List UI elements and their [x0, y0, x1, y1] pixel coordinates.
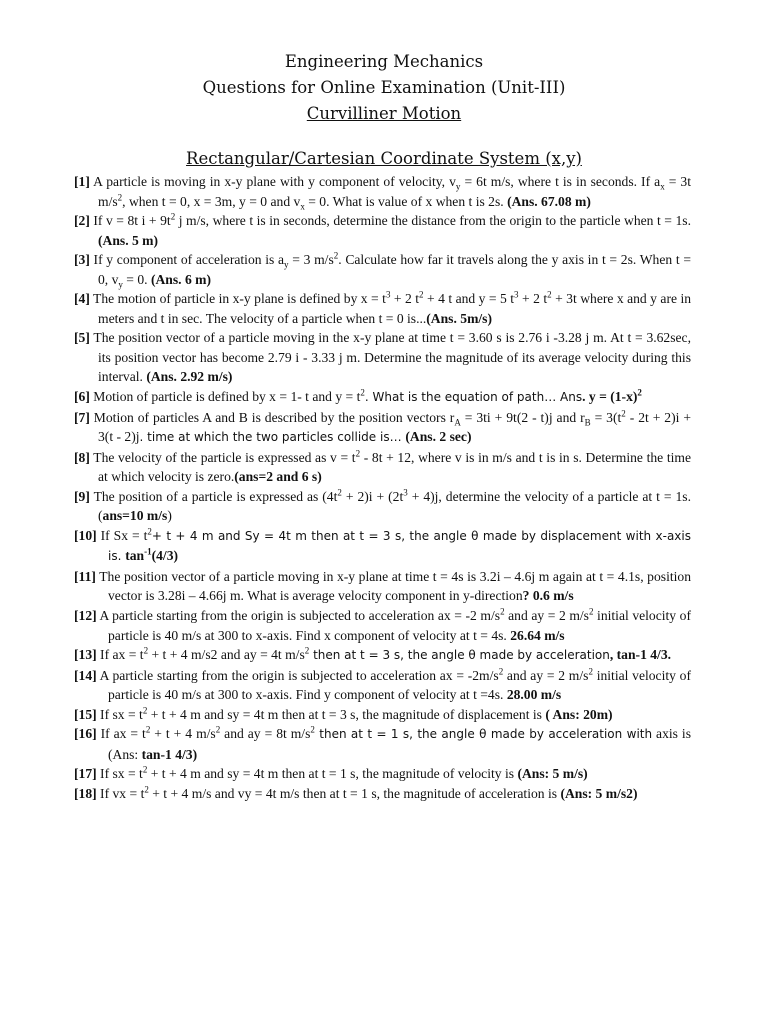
question-text: - 2t + 2)i + 3(t - 2)j	[98, 409, 691, 445]
question-text: A particle is moving in x-y plane with y component of velocity, v	[89, 174, 456, 189]
question-text: y	[284, 259, 289, 270]
question-number: [12]	[74, 608, 97, 624]
question-text: = 3ti + 9t(2 - t)j and r	[460, 409, 585, 425]
question-text: + t + 4 m/s	[150, 726, 216, 742]
question-item	[74, 784, 691, 804]
question-text: If ax = t	[96, 647, 144, 663]
question-text: Motion of particle is defined by x = 1- t and y = t	[89, 389, 361, 405]
question-text: then at t = 3 s, the angle θ made by acceleration	[309, 648, 610, 663]
question-text: = 0. What is value of x when t is 2s.	[304, 193, 508, 209]
question-text: 2	[498, 666, 504, 677]
answer-text: (ans=2 and 6 s)	[234, 469, 322, 485]
question-item	[74, 250, 691, 289]
question-text: 3	[514, 289, 519, 300]
question-text: 3	[403, 487, 408, 498]
question-number: [17]	[74, 766, 97, 782]
question-item	[74, 487, 691, 526]
doc-title: Engineering Mechanics	[284, 52, 484, 71]
question-text: 2	[360, 387, 365, 398]
answer-text: (Ans: 5 m/s)	[517, 766, 588, 782]
question-number: [10]	[74, 527, 97, 543]
question-item	[74, 172, 691, 211]
question-number: [5]	[74, 330, 90, 346]
answer-text: , tan-1 4/3.	[609, 647, 672, 663]
question-number: [15]	[74, 706, 97, 722]
answer-text: ? 0.6 m/s	[522, 588, 574, 604]
question-list	[74, 172, 691, 804]
answer-text: (4/3)	[151, 548, 179, 564]
question-text: 2	[117, 192, 123, 203]
answer-text: (Ans. 6 m)	[150, 271, 211, 287]
question-text: 2	[588, 666, 593, 677]
question-text: The velocity of the particle is expressed as v = t	[89, 449, 356, 465]
question-text: If v = 8t i + 9t	[89, 213, 171, 229]
question-text: 2	[500, 606, 505, 617]
answer-text: (Ans. 5 m)	[98, 232, 159, 248]
question-text: If y component of acceleration is a	[89, 252, 285, 268]
question-item	[74, 211, 691, 250]
answer-text: 26.64 m/s	[510, 627, 565, 643]
answer-text: (Ans. 2.92 m/s)	[146, 369, 233, 385]
question-number: [2]	[74, 213, 90, 229]
question-text: x	[660, 181, 665, 192]
question-text: + t + 4 m and sy = 4t m then at t = 3 s, the magnitude of displacement is	[147, 706, 546, 722]
question-text: , when t = 0, x = 3m, y = 0 and v	[122, 193, 301, 209]
question-number: [9]	[74, 488, 90, 504]
answer-text: tan	[125, 548, 145, 564]
question-text: A	[454, 417, 461, 428]
question-item	[74, 724, 691, 764]
question-item	[74, 408, 691, 448]
question-item	[74, 764, 691, 784]
question-text: If sx = t	[96, 766, 143, 782]
question-text: 2	[143, 645, 149, 656]
question-text: = 3(t	[590, 409, 622, 425]
question-text: + t + 4 m/s2 and ay = 4t m/s	[148, 647, 305, 663]
answer-text: . y = (1-x)	[582, 389, 638, 405]
section-heading-text: Rectangular/Cartesian Coordinate System (x,y)	[186, 149, 582, 168]
question-item	[74, 705, 691, 725]
answer-text: ( Ans: 20m)	[545, 706, 613, 722]
question-item	[74, 606, 691, 645]
question-text: The position vector of a particle moving in x-y plane at time t = 4s is 3.2i – 4.6j m again at t = 4.1s, position vector is 3.28i – 4.66j m. What is average velocity component in y-direction	[95, 568, 691, 604]
question-number: [13]	[74, 647, 97, 663]
question-text: + 2 t	[390, 291, 420, 307]
question-text: axis is (Ans:	[108, 726, 691, 762]
question-text: 2	[337, 487, 342, 498]
question-text: 2	[310, 724, 315, 735]
question-item	[74, 645, 691, 666]
question-text: initial velocity of particle is 40 m/s at 300 to x-axis. Find x component of velocity at t = 4s.	[108, 608, 691, 643]
question-text: A particle starting from the origin is subjected to acceleration ax = -2m/s	[96, 667, 499, 683]
question-text: and ay = 2 m/s	[504, 608, 589, 624]
question-text: If ax = t	[96, 726, 146, 742]
question-text: + t + 4 m/s and vy = 4t m/s then at t = 1 s, the magnitude of acceleration is	[148, 785, 561, 801]
question-text: )	[167, 508, 172, 524]
question-text: y	[455, 181, 461, 192]
question-text: - 8t + 12, where v is in m/s and t is in s. Determine the time at which velocity is zero.	[98, 449, 691, 485]
answer-text: 28.00 m/s	[506, 687, 562, 703]
question-text: 2	[215, 724, 221, 735]
question-text: 2	[333, 250, 339, 261]
question-text: = 6t m/s, where t is in seconds. If a	[460, 174, 661, 189]
question-text: The motion of particle in x-y plane is defined by x = t	[89, 291, 386, 307]
topic-heading	[0, 103, 768, 125]
question-number: [6]	[74, 389, 90, 405]
question-text: The position vector of a particle moving in the x-y plane at time t = 3.60 s is 2.76 i -3.28 j m. At t = 3.62sec, its position vector has become 2.79 i - 3.33 j m. Determine the magnitude of its average velocity during this interval.	[89, 330, 691, 385]
question-text: 3	[385, 289, 391, 300]
question-number: [4]	[74, 291, 90, 307]
question-text: Motion of particles A and B is described by the position vectors r	[89, 409, 455, 425]
answer-text: 2	[637, 387, 642, 398]
question-number: [16]	[74, 726, 97, 742]
question-text: 2	[547, 289, 552, 300]
answer-text: (Ans. 5m/s)	[426, 310, 492, 326]
question-text: 2	[142, 705, 148, 716]
question-text: and ay = 8t m/s	[220, 726, 311, 742]
question-text: + 2)i + (2t	[341, 488, 404, 504]
question-text: + 3t where x and y are in meters and t in sec. The velocity of a particle when t = 0 is...	[98, 291, 692, 326]
question-text: 2	[355, 448, 361, 459]
answer-text: (Ans. 67.08 m)	[507, 193, 591, 209]
question-number: [7]	[74, 409, 90, 425]
question-text: 2	[145, 724, 151, 735]
answer-text: -1	[144, 546, 152, 557]
question-text: 2	[588, 606, 594, 617]
question-text: + t + 4 m and Sy = 4t m then at t = 3 s, the angle θ made by displacement with x-axis is.	[108, 528, 691, 564]
question-item	[74, 387, 691, 408]
question-text: 2	[144, 784, 149, 795]
question-number: [3]	[74, 252, 90, 268]
question-text: = 0.	[122, 271, 151, 287]
question-text: If Sx = t	[96, 527, 148, 543]
question-number: [14]	[74, 667, 97, 683]
question-text: + t + 4 m and sy = 4t m then at t = 1 s, the magnitude of velocity is	[147, 766, 518, 782]
question-text: B	[584, 417, 591, 428]
question-number: [11]	[74, 568, 96, 584]
question-text: and ay = 2 m/s	[503, 667, 589, 683]
question-text: + 4)j, determine the velocity of a particle at t = 1s.(	[98, 488, 691, 524]
question-text: If vx = t	[96, 785, 145, 801]
question-number: [1]	[74, 174, 90, 189]
doc-subtitle: Questions for Online Examination (Unit-III)	[202, 78, 566, 97]
question-text: . time at which the two particles collide is…	[139, 430, 406, 445]
question-text: 2	[170, 211, 176, 222]
question-text: + 2 t	[518, 291, 548, 307]
question-text: j m/s, where t is in seconds, determine the distance from the origin to the particle when t = 1s.	[175, 213, 691, 229]
question-item	[74, 289, 691, 328]
question-text: 2	[304, 645, 310, 656]
section-heading	[0, 148, 768, 170]
answer-text: ans=10 m/s	[102, 508, 168, 524]
question-item	[74, 526, 691, 567]
question-text: . What is the equation of path… Ans	[364, 390, 583, 405]
question-item	[74, 448, 691, 487]
question-text: 2	[621, 408, 626, 419]
question-text: initial velocity of particle is 40 m/s at 300 to x-axis. Find y component of velocity at t =4s.	[108, 667, 691, 703]
question-text: . Calculate how far it travels along the y axis in t = 2s. When t = 0, v	[98, 252, 691, 287]
question-number: [8]	[74, 449, 90, 465]
question-text: If sx = t	[96, 706, 143, 722]
answer-text: (Ans: 5 m/s2)	[560, 785, 638, 801]
answer-text: (Ans. 2 sec)	[405, 429, 472, 445]
question-text: 2	[147, 526, 152, 537]
question-text: 2	[142, 764, 148, 775]
question-item	[74, 666, 691, 705]
question-text: 2	[419, 289, 424, 300]
topic-heading-text: Curvilliner Motion	[306, 104, 462, 123]
question-item	[74, 328, 691, 387]
question-number: [18]	[74, 785, 97, 801]
question-text: = 3 m/s	[288, 252, 334, 268]
question-text: then at t = 1 s, the angle θ made by acceleration with	[314, 727, 653, 742]
question-item	[74, 567, 691, 606]
question-text: The position of a particle is expressed as (4t	[89, 488, 338, 504]
question-text: x	[300, 201, 305, 212]
answer-text: tan-1 4/3)	[141, 746, 198, 762]
question-text: A particle starting from the origin is subjected to acceleration ax = -2 m/s	[96, 608, 501, 624]
question-text: + 4 t and y = 5 t	[423, 291, 515, 307]
question-text: = 3t m/s	[98, 174, 691, 209]
question-text: y	[118, 279, 123, 290]
